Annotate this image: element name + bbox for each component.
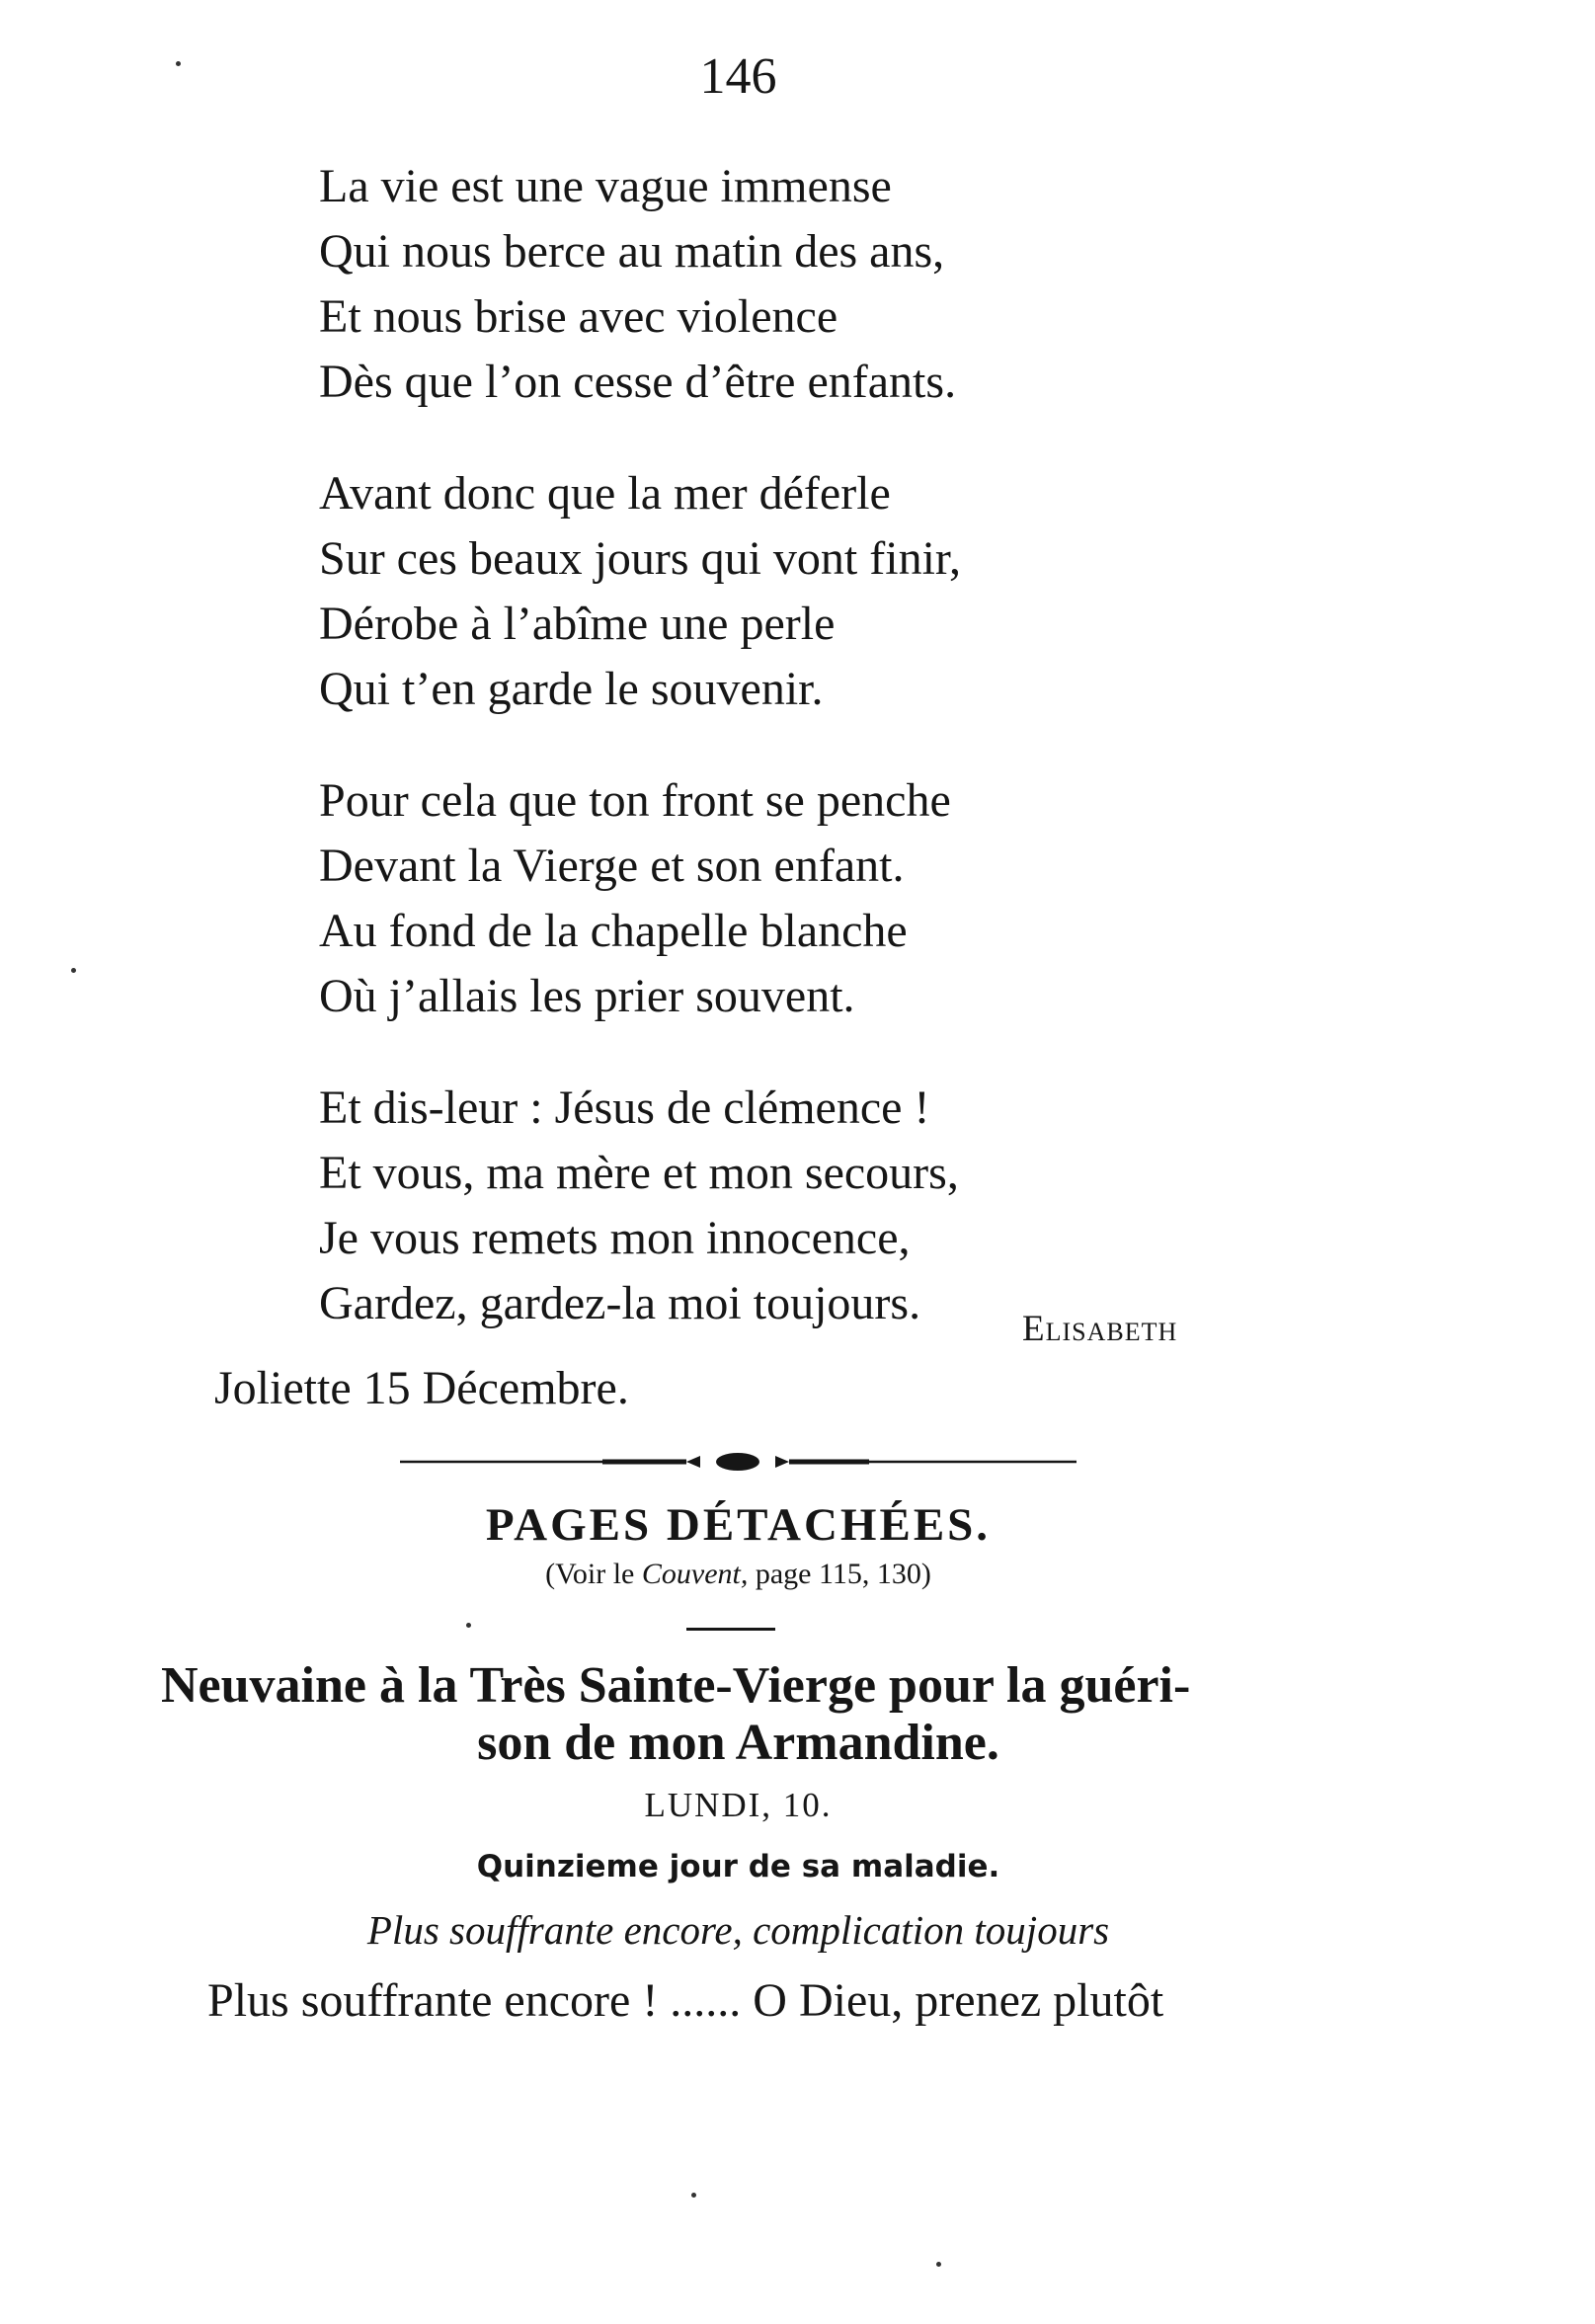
ink-speck (71, 968, 76, 973)
stanza (319, 154, 961, 415)
ink-speck (176, 61, 181, 66)
section-heading: PAGES DÉTACHÉES. (485, 1499, 992, 1551)
verse: Et dis-leur : Jésus de clémence ! (319, 1082, 930, 1134)
day-heading: LUNDI, 10. (644, 1786, 833, 1824)
verse: Qui nous berce au matin des ans, (319, 225, 945, 278)
verse: Au fond de la chapelle blanche (319, 905, 908, 957)
verse: Qui t’en garde le souvenir. (319, 663, 824, 715)
verse: Gardez, gardez-la moi toujours. (319, 1277, 921, 1329)
divider-arrow-left (686, 1456, 700, 1468)
ink-speck (466, 1623, 471, 1628)
section-note-suffix: page 115, 130) (755, 1558, 931, 1590)
stanza (319, 461, 961, 722)
verse: Et nous brise avec violence (319, 290, 838, 343)
ink-speck (691, 2193, 696, 2198)
ink-speck (936, 2262, 941, 2267)
verse: Pour cela que ton front se penche (319, 774, 951, 827)
ornament-divider (400, 1450, 1077, 1474)
poem-date: Joliette 15 Décembre. (214, 1362, 629, 1414)
poem-signature: Elisabeth (1022, 1309, 1178, 1349)
poem (319, 154, 961, 1383)
verse: Dès que l’on cesse d’être enfants. (319, 356, 957, 408)
page-number: 146 (699, 48, 777, 105)
verse: Devant la Vierge et son enfant. (319, 840, 905, 892)
section-note-italic: Couvent, (641, 1558, 749, 1590)
verse: Sur ces beaux jours qui vont finir, (319, 532, 961, 585)
stanza (319, 768, 961, 1029)
verse: Où j’allais les prier souvent. (319, 970, 855, 1022)
verse: Et vous, ma mère et mon secours, (319, 1147, 959, 1199)
day-subtitle: Quinzieme jour de sa maladie. (476, 1849, 1000, 1884)
verse: Dérobe à l’abîme une perle (319, 598, 836, 650)
verse: Je vous remets mon innocence, (319, 1212, 911, 1264)
short-rule (686, 1628, 775, 1631)
section-note (0, 1555, 1476, 1594)
verse: La vie est une vague immense (319, 160, 892, 212)
stanza (319, 1076, 961, 1336)
divider-arrow-right (775, 1456, 789, 1468)
neuvaine-title-line-2: son de mon Armandine. (477, 1715, 999, 1771)
verse: Avant donc que la mer déferle (319, 467, 891, 520)
divider-center-ornament (716, 1453, 759, 1471)
neuvaine-title-line-1: Neuvaine à la Très Sainte-Vierge pour la guéri- (161, 1657, 1191, 1714)
italic-summary: Plus souffrante encore, complication toujours (366, 1907, 1110, 1953)
body-text-line: Plus souffrante encore ! ...... O Dieu, prenez plutôt (207, 1974, 1164, 2027)
section-note-prefix: (Voir le (545, 1558, 635, 1590)
